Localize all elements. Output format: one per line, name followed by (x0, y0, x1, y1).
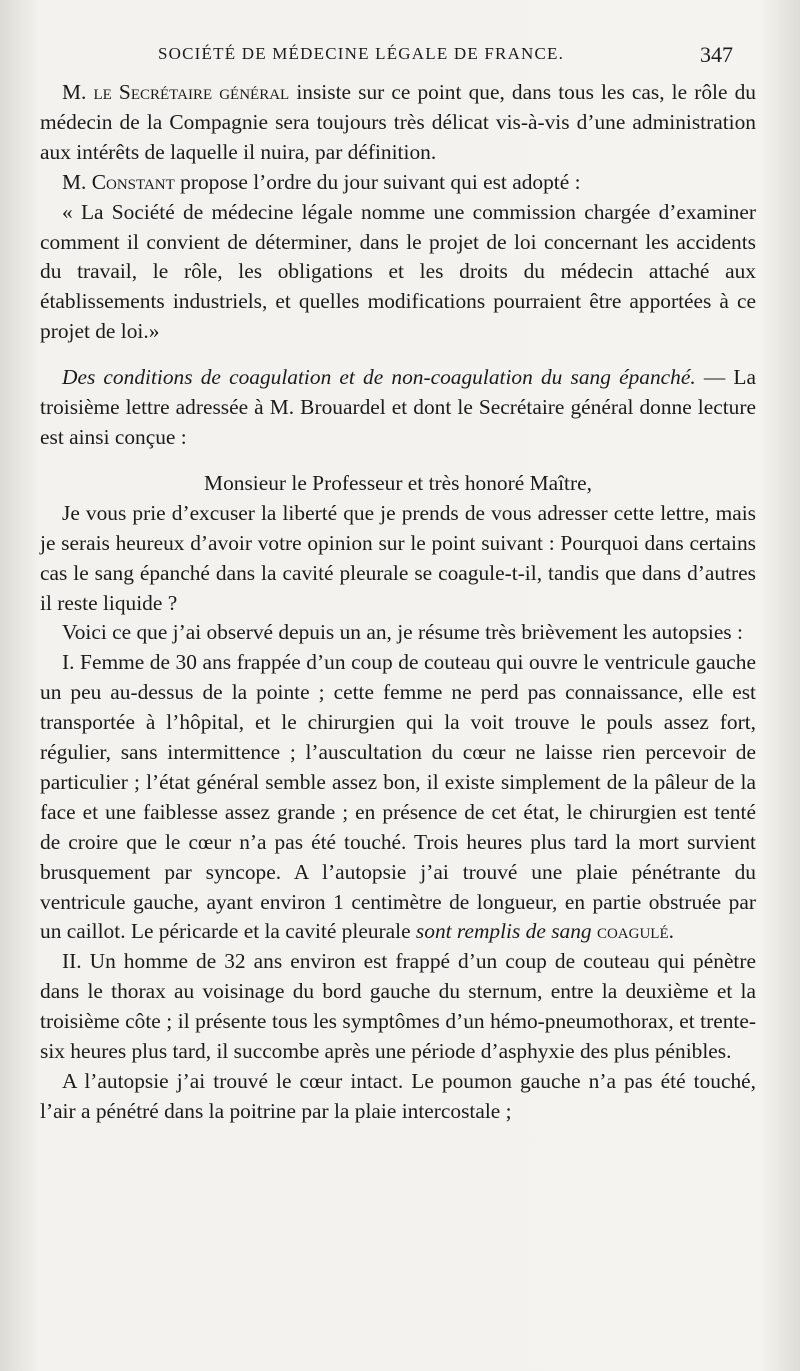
case-one-paragraph (40, 648, 756, 947)
paragraph-text: — La troisième lettre adressée à M. Brouardel et dont le Secrétaire général donne lecture est ainsi conçue : (40, 365, 756, 449)
emphasis-text: sont remplis de sang (415, 919, 592, 944)
running-title: SOCIÉTÉ DE MÉDECINE LÉGALE DE FRANCE. (158, 44, 565, 63)
paragraph-section-heading (40, 363, 756, 453)
speaker-name: M. le Secrétaire général (62, 80, 290, 104)
paragraph-text: insiste sur ce point que, dans tous les cas, le rôle du médecin de la Compagnie sera toujours très délicat vis-à-vis d’une administration aux intérêts de laquelle il nuira, par définition. (40, 80, 756, 164)
paragraph-resolution: « La Société de médecine légale nomme une commission chargée d’examiner comment il convient de déterminer, dans le projet de loi concernant les accidents du travail, le rôle, les obligations et les droits du médecin attaché aux établissements industriels, et quelles modifications pourraient être apportées à ce projet de loi.» (40, 199, 756, 344)
letter-salutation: Monsieur le Professeur et très honoré Maître, (204, 470, 592, 495)
case-two-paragraph: II. Un homme de 32 ans environ est frappé d’un coup de couteau qui pénètre dans le thorax au voisinage du bord gauche du sternum, entre la deuxième et la troisième côte ; il présente tous les symptômes d’un hémo-pneumothorax, et trente-six heures plus tard, il succombe après une période d’asphyxie des plus pénibles. (40, 949, 756, 1064)
letter-paragraph-intro: Je vous prie d’excuser la liberté que je prends de vous adresser cette lettre, mais je serais heureux d’avoir votre opinion sur le point suivant : Pourquoi dans certains cas le sang épanché dans la cavité pleurale se coagule-t-il, tandis que dans d’autres il reste liquide ? (40, 500, 756, 615)
smallcaps-text: coagulé. (591, 919, 674, 944)
page-body (40, 78, 756, 1127)
paragraph-secretary (40, 78, 756, 168)
paragraph-text: propose l’ordre du jour suivant qui est adopté : (174, 169, 581, 194)
page-number: 347 (700, 42, 733, 67)
speaker-name: M. Constant (62, 169, 175, 194)
letter-paragraph-summary: Voici ce que j’ai observé depuis un an, je résume très brièvement les autopsies : (62, 620, 743, 645)
section-title: Des conditions de coagulation et de non-coagulation du sang épanché. (62, 365, 696, 390)
paragraph-text: I. Femme de 30 ans frappée d’un coup de couteau qui ouvre le ventricule gauche un peu au-dessus de la pointe ; cette femme ne perd pas connaissance, elle est transportée à l’hôpital, et le chirurgien qui la voit trouve le pouls assez fort, régulier, sans intermittence ; l’auscultation du cœur ne laisse rien percevoir de particulier ; l’état général semble assez bon, il existe simplement de la pâleur de la face et une faiblesse assez grande ; en présence de cet état, le chirurgien est tenté de croire que le cœur n’a pas été touché. Trois heures plus tard la mort survient brusquement par syncope. A l’autopsie j’ai trouvé une plaie pénétrante du ventricule gauche, ayant environ 1 centimètre de longueur, en partie obstruée par un caillot. Le péricarde et la cavité pleurale (40, 650, 756, 944)
paragraph-constant (40, 168, 756, 198)
page-header (0, 40, 800, 76)
autopsy-paragraph: A l’autopsie j’ai trouvé le cœur intact. Le poumon gauche n’a pas été touché, l’air a pénétré dans la poitrine par la plaie intercostale ; (40, 1069, 756, 1123)
